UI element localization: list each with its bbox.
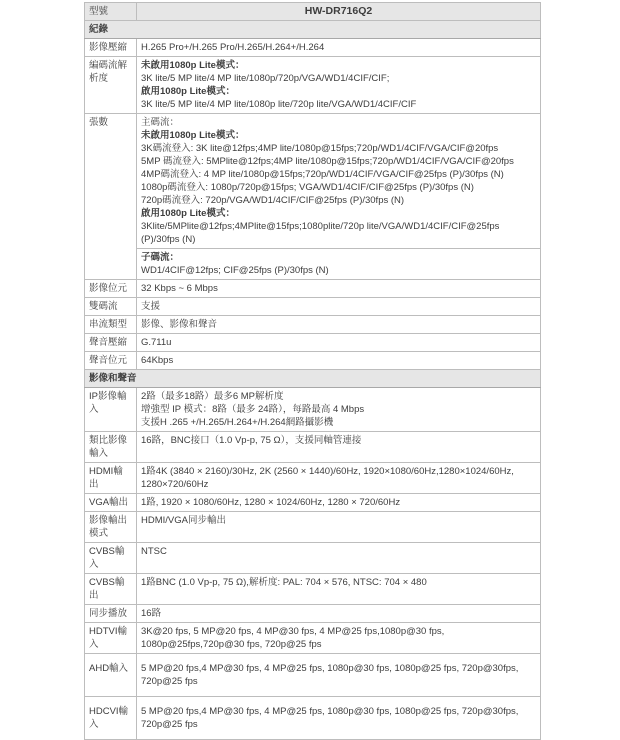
- spec-label: AHD輸入: [85, 654, 137, 697]
- spec-line: 子碼流：: [141, 252, 180, 263]
- spec-label: 聲音壓縮: [85, 334, 137, 352]
- spec-value: [137, 574, 541, 605]
- spec-line: 5MP 碼流登入: 5MPlite@12fps;4MP lite/1080p@15fps;720p/WD1/4CIF/VGA/CIF@20fps: [141, 156, 514, 167]
- spec-label: 類比影像輸入: [85, 432, 137, 463]
- spec-row: [85, 316, 541, 334]
- section-row: [85, 21, 541, 39]
- spec-line: 支援: [141, 301, 161, 312]
- spec-line: 16路，BNC接口（1.0 Vp-p, 75 Ω），支援同軸管連接: [141, 435, 362, 446]
- spec-value: [137, 352, 541, 370]
- spec-label: 同步播放: [85, 605, 137, 623]
- spec-line: 3K lite/5 MP lite/4 MP lite/1080p/720p/VGA/WD1/4CIF/CIF;: [141, 73, 390, 84]
- spec-row: [85, 463, 541, 494]
- spec-row: [85, 114, 541, 249]
- spec-value: [137, 298, 541, 316]
- spec-line: 1路BNC (1.0 Vp-p, 75 Ω),解析度: PAL: 704 × 576, NTSC: 704 × 480: [141, 577, 427, 588]
- spec-line: HDMI/VGA同步輸出: [141, 515, 226, 526]
- spec-label: VGA輸出: [85, 494, 137, 512]
- spec-label: 聲音位元: [85, 352, 137, 370]
- spec-line: 3Klite/5MPlite@12fps;4MPlite@15fps;1080plite/720p lite/VGA/WD1/4CIF/CIF@25fps (P)/30fps (N): [141, 221, 500, 245]
- spec-label: HDMI輸出: [85, 463, 137, 494]
- spec-row: [85, 334, 541, 352]
- spec-row: [85, 512, 541, 543]
- spec-value: [137, 114, 541, 249]
- spec-label: HDCVI輸入: [85, 697, 137, 740]
- spec-label: IP影像輸入: [85, 388, 137, 432]
- spec-value: [137, 280, 541, 298]
- spec-line: 啟用1080p Lite模式：: [141, 86, 235, 97]
- spec-line: 32 Kbps ~ 6 Mbps: [141, 283, 218, 294]
- spec-line: 1路, 1920 × 1080/60Hz, 1280 × 1024/60Hz, 1280 × 720/60Hz: [141, 497, 401, 508]
- spec-label: 雙碼流: [85, 298, 137, 316]
- spec-value: [137, 512, 541, 543]
- spec-row: [85, 654, 541, 697]
- spec-label: 影像壓縮: [85, 39, 137, 57]
- spec-line: 4MP碼流登入: 4 MP lite/1080p@15fps;720p/WD1/4CIF/VGA/CIF@25fps (P)/30fps (N): [141, 169, 504, 180]
- spec-value: [137, 623, 541, 654]
- spec-line: 啟用1080p Lite模式：: [141, 208, 235, 219]
- spec-line: 1路4K (3840 × 2160)/30Hz, 2K (2560 × 1440)/60Hz, 1920×1080/60Hz,1280×1024/60Hz, 1280×720/60Hz: [141, 466, 514, 490]
- spec-line: 3K@20 fps, 5 MP@20 fps, 4 MP@30 fps, 4 MP@25 fps,1080p@30 fps, 1080p@25fps,720p@30 fps, 720p@25 fps: [141, 626, 445, 650]
- spec-row: [85, 623, 541, 654]
- spec-value: [137, 57, 541, 114]
- section-header: 紀錄: [85, 21, 541, 39]
- spec-value: [137, 334, 541, 352]
- spec-line: 16路: [141, 608, 162, 619]
- spec-row: [85, 574, 541, 605]
- spec-table: [84, 2, 541, 740]
- spec-line: 1080p碼流登入: 1080p/720p@15fps; VGA/WD1/4CIF/CIF@25fps (P)/30fps (N): [141, 182, 474, 193]
- spec-label: 串流類型: [85, 316, 137, 334]
- spec-line: G.711u: [141, 337, 172, 348]
- spec-row: [85, 697, 541, 740]
- spec-row: [85, 57, 541, 114]
- spec-value: [137, 654, 541, 697]
- spec-line: 主碼流：: [141, 117, 180, 128]
- spec-line: 5 MP@20 fps,4 MP@30 fps, 4 MP@25 fps, 1080p@30 fps, 1080p@25 fps, 720p@30fps, 720p@25 fps: [141, 663, 519, 687]
- spec-label: 張數: [85, 114, 137, 280]
- spec-line: 2路（最多18路）最多6 MP解析度: [141, 391, 284, 402]
- spec-value: [137, 494, 541, 512]
- spec-line: NTSC: [141, 546, 167, 557]
- spec-value: [137, 697, 541, 740]
- spec-row: [85, 39, 541, 57]
- model-label: 型號: [85, 3, 137, 21]
- spec-value: [137, 249, 541, 280]
- model-row: [85, 3, 541, 21]
- spec-value: [137, 39, 541, 57]
- spec-row: [85, 249, 541, 280]
- model-value: HW-DR716Q2: [137, 3, 541, 21]
- spec-label: 影像位元: [85, 280, 137, 298]
- spec-label: CVBS輸入: [85, 543, 137, 574]
- spec-row: [85, 543, 541, 574]
- spec-line: H.265 Pro+/H.265 Pro/H.265/H.264+/H.264: [141, 42, 325, 53]
- spec-row: [85, 494, 541, 512]
- spec-line: WD1/4CIF@12fps; CIF@25fps (P)/30fps (N): [141, 265, 329, 276]
- spec-row: [85, 298, 541, 316]
- spec-value: [137, 432, 541, 463]
- spec-line: 3K碼流登入: 3K lite@12fps;4MP lite/1080p@15fps;720p/WD1/4CIF/VGA/CIF@20fps: [141, 143, 499, 154]
- spec-label: 影像輸出模式: [85, 512, 137, 543]
- spec-row: [85, 280, 541, 298]
- spec-row: [85, 352, 541, 370]
- spec-line: 5 MP@20 fps,4 MP@30 fps, 4 MP@25 fps, 1080p@30 fps, 1080p@25 fps, 720p@30fps, 720p@25 fps: [141, 706, 519, 730]
- spec-value: [137, 463, 541, 494]
- spec-line: 增強型 IP 模式：8路（最多 24路），每路最高 4 Mbps: [141, 404, 365, 415]
- spec-value: [137, 543, 541, 574]
- spec-line: 支援H .265 +/H.265/H.264+/H.264網路攝影機: [141, 417, 334, 428]
- spec-line: 720p碼流登入: 720p/VGA/WD1/4CIF/CIF@25fps (P)/30fps (N): [141, 195, 405, 206]
- spec-value: [137, 316, 541, 334]
- spec-line: 64Kbps: [141, 355, 174, 366]
- spec-row: [85, 388, 541, 432]
- spec-line: 3K lite/5 MP lite/4 MP lite/1080p lite/720p lite/VGA/WD1/4CIF/CIF: [141, 99, 417, 110]
- spec-line: 未啟用1080p Lite模式：: [141, 60, 245, 71]
- section-row: [85, 370, 541, 388]
- spec-sheet: [84, 2, 540, 740]
- spec-line: 未啟用1080p Lite模式：: [141, 130, 245, 141]
- section-header: 影像和聲音: [85, 370, 541, 388]
- spec-value: [137, 388, 541, 432]
- spec-row: [85, 432, 541, 463]
- spec-label: HDTVI輸入: [85, 623, 137, 654]
- spec-line: 影像、影像和聲音: [141, 319, 218, 330]
- spec-label: 編碼流解析度: [85, 57, 137, 114]
- spec-label: CVBS輸出: [85, 574, 137, 605]
